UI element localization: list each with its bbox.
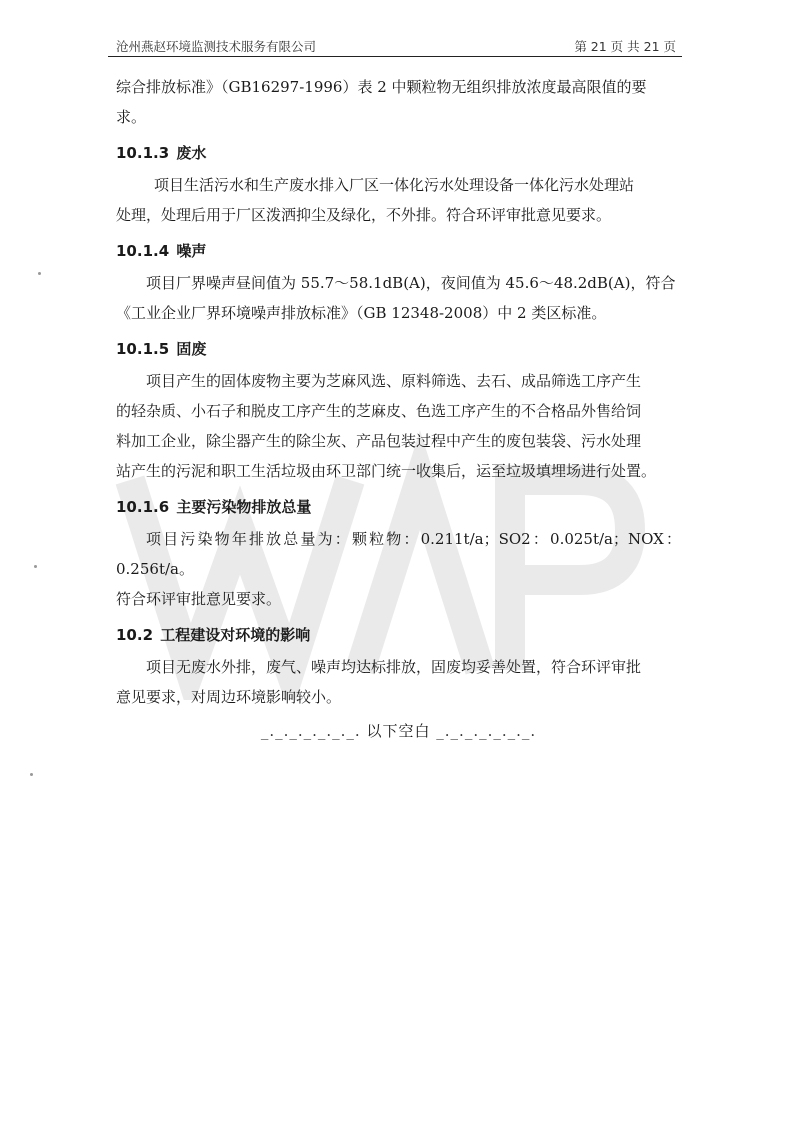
end-text: 以下空白 [366, 722, 431, 740]
text-line: 站产生的污泥和职工生活垃圾由环卫部门统一收集后，运至垃圾填埋场进行处置。 [116, 462, 657, 480]
text-line: 求。 [116, 108, 147, 126]
text-line: 综合排放标准》（GB16297-1996）表 2 中颗粒物无组织排放浓度最高限值的要 [116, 78, 647, 96]
paragraph-wastewater [116, 170, 681, 230]
section-title: 噪声 [176, 242, 207, 260]
text-line: 项目无废水外排，废气、噪声均达标排放，固废均妥善处置，符合环评审批 [146, 658, 642, 676]
document-body [116, 72, 681, 746]
text-line: 处理，处理后用于厂区泼洒抑尘及绿化，不外排。符合环评审批意见要求。 [116, 206, 612, 224]
company-name: 沧州燕赵环境监测技术服务有限公司 [116, 39, 317, 54]
page-number: 第 21 页 共 21 页 [574, 39, 676, 54]
section-number: 10.1.6 [116, 498, 170, 516]
right-dash-line: _._._._._._._. [436, 722, 537, 740]
paragraph-intro [116, 72, 681, 132]
paragraph-total-emission [116, 524, 681, 614]
paragraph-solid-waste [116, 366, 681, 486]
section-title: 主要污染物排放总量 [176, 498, 312, 516]
paragraph-noise [116, 268, 681, 328]
text-line: 项目生活污水和生产废水排入厂区一体化污水处理设备一体化污水处理站 [154, 176, 635, 194]
text-line: 意见要求，对周边环境影响较小。 [116, 688, 342, 706]
section-title: 废水 [176, 144, 207, 162]
text-line: 项目污染物年排放总量为：颗粒物：0.211t/a；SO2：0.025t/a；NOX：0.256t/a。 [116, 530, 681, 578]
section-title: 固废 [176, 340, 207, 358]
section-heading-10-2 [116, 620, 681, 650]
section-number: 10.1.5 [116, 340, 170, 358]
left-dash-line: _._._._._._._. [260, 722, 361, 740]
paragraph-construction-impact [116, 652, 681, 712]
scan-speck [38, 272, 41, 275]
section-heading-10-1-3 [116, 138, 681, 168]
text-line: 项目厂界噪声昼间值为 55.7～58.1dB(A)，夜间值为 45.6～48.2dB(A)，符合 [146, 274, 676, 292]
text-line: 符合环评审批意见要求。 [116, 590, 282, 608]
text-line: 的轻杂质、小石子和脱皮工序产生的芝麻皮、色选工序产生的不合格品外售给饲 [116, 402, 642, 420]
section-heading-10-1-5 [116, 334, 681, 364]
scan-speck [34, 565, 37, 568]
text-line: 项目产生的固体废物主要为芝麻风选、原料筛选、去石、成品筛选工序产生 [146, 372, 642, 390]
section-number: 10.1.3 [116, 144, 170, 162]
end-of-document-marker [116, 716, 681, 746]
section-heading-10-1-4 [116, 236, 681, 266]
scan-speck [30, 773, 33, 776]
section-title: 工程建设对环境的影响 [160, 626, 311, 644]
text-line: 料加工企业，除尘器产生的除尘灰、产品包装过程中产生的废包装袋、污水处理 [116, 432, 642, 450]
section-number: 10.2 [116, 626, 154, 644]
section-heading-10-1-6 [116, 492, 681, 522]
page-header [108, 34, 682, 57]
text-line: 《工业企业厂界环境噪声排放标准》（GB 12348-2008）中 2 类区标准。 [116, 304, 607, 322]
section-number: 10.1.4 [116, 242, 170, 260]
